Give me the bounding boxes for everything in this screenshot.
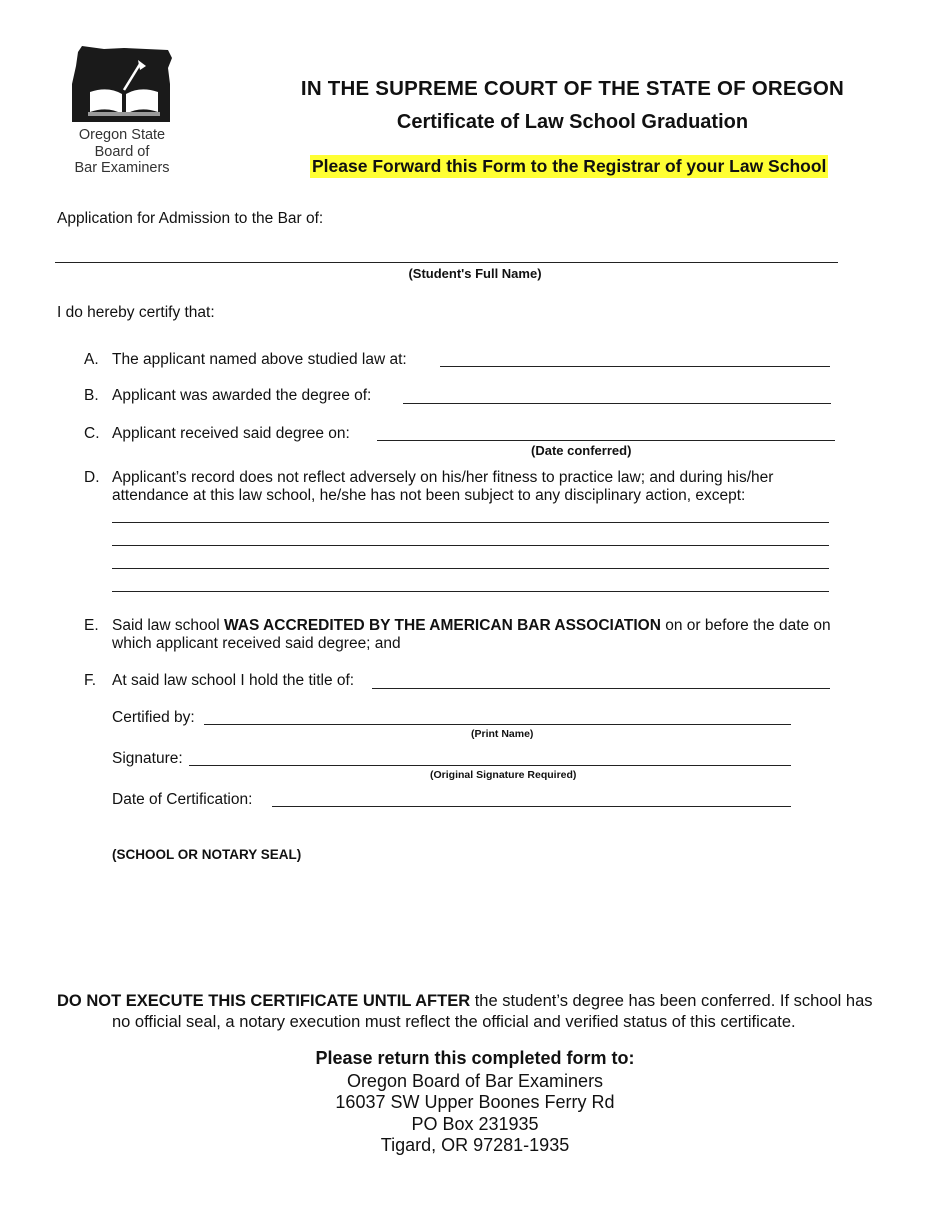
item-e-letter: E. bbox=[84, 617, 99, 634]
item-b-text: Applicant was awarded the degree of: bbox=[112, 387, 372, 404]
exception-line-1[interactable] bbox=[112, 522, 829, 523]
date-certification-label: Date of Certification: bbox=[112, 791, 253, 808]
certify-intro: I do hereby certify that: bbox=[57, 304, 215, 321]
print-name-caption: (Print Name) bbox=[471, 728, 534, 740]
item-f-text: At said law school I hold the title of: bbox=[112, 672, 355, 689]
certified-by-line[interactable] bbox=[204, 724, 791, 725]
date-conferred-line[interactable] bbox=[377, 440, 835, 441]
item-c-letter: C. bbox=[84, 425, 100, 442]
date-certification-line[interactable] bbox=[272, 806, 791, 807]
item-a-text: The applicant named above studied law at: bbox=[112, 351, 407, 368]
item-d-letter: D. bbox=[84, 469, 100, 486]
signature-caption: (Original Signature Required) bbox=[430, 769, 577, 781]
item-f-letter: F. bbox=[84, 672, 97, 689]
warning-text-1: the student’s degree has been conferred. If school has bbox=[470, 992, 873, 1010]
warning-bold: DO NOT EXECUTE THIS CERTIFICATE UNTIL AFTER bbox=[57, 992, 471, 1010]
certified-by-label: Certified by: bbox=[112, 709, 195, 726]
item-e-pre: Said law school bbox=[112, 617, 225, 634]
item-e-text bbox=[112, 617, 832, 652]
student-name-caption: (Student's Full Name) bbox=[408, 266, 542, 281]
degree-line[interactable] bbox=[403, 403, 831, 404]
exception-line-3[interactable] bbox=[112, 568, 829, 569]
item-a-letter: A. bbox=[84, 351, 99, 368]
aba-accredited-statement: WAS ACCREDITED BY THE AMERICAN BAR ASSOCIATION bbox=[224, 617, 661, 634]
return-line-3: PO Box 231935 bbox=[411, 1114, 539, 1134]
oregon-bar-logo bbox=[64, 44, 184, 126]
student-name-line[interactable] bbox=[55, 262, 838, 263]
logo-line-1: Oregon State bbox=[78, 127, 166, 143]
execution-warning bbox=[57, 992, 873, 1011]
return-line-4: Tigard, OR 97281-1935 bbox=[380, 1135, 570, 1155]
exception-line-4[interactable] bbox=[112, 591, 829, 592]
item-b-letter: B. bbox=[84, 387, 99, 404]
item-c-text: Applicant received said degree on: bbox=[112, 425, 350, 442]
law-school-line[interactable] bbox=[440, 366, 830, 367]
signature-label: Signature: bbox=[112, 750, 183, 767]
return-heading: Please return this completed form to: bbox=[315, 1048, 635, 1068]
seal-label: (SCHOOL OR NOTARY SEAL) bbox=[112, 847, 302, 862]
court-heading: IN THE SUPREME COURT OF THE STATE OF OREGON bbox=[300, 77, 845, 100]
certificate-title: Certificate of Law School Graduation bbox=[396, 111, 749, 133]
title-line[interactable] bbox=[372, 688, 830, 689]
application-label: Application for Admission to the Bar of: bbox=[57, 210, 324, 227]
item-d-text: Applicant’s record does not reflect adversely on his/her fitness to practice law; and during his/her attendance at this law school, he/she has not been subject to any disciplinary action, except: bbox=[112, 469, 774, 504]
logo-text bbox=[60, 127, 184, 177]
return-line-2: 16037 SW Upper Boones Ferry Rd bbox=[335, 1092, 615, 1112]
signature-line[interactable] bbox=[189, 765, 791, 766]
logo-line-3: Bar Examiners bbox=[74, 160, 170, 176]
date-conferred-caption: (Date conferred) bbox=[531, 443, 632, 458]
item-e-post: on or before the date on which applicant received said degree; and bbox=[112, 617, 831, 652]
forward-instruction: Please Forward this Form to the Registrar of your Law School bbox=[312, 156, 827, 176]
logo-line-2: Board of bbox=[94, 143, 150, 160]
exception-line-2[interactable] bbox=[112, 545, 829, 546]
warning-text-2: no official seal, a notary execution must reflect the official and verified status of this certificate. bbox=[112, 1013, 796, 1031]
return-line-1: Oregon Board of Bar Examiners bbox=[346, 1071, 604, 1091]
